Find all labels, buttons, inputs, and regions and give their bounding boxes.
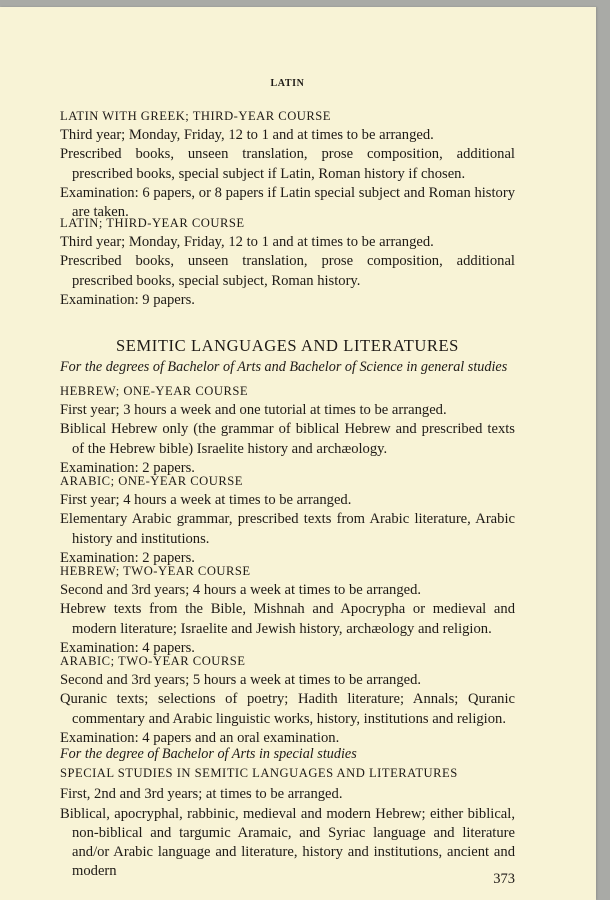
course-heading: HEBREW; ONE-YEAR COURSE [60, 384, 249, 398]
course-content: Quranic texts; selections of poetry; Hadith literature; Annals; Quranic commentary and Arabic linguistic works, history, institutions and religion. [60, 691, 515, 727]
degree-note: For the degree of Bachelor of Arts in special studies [60, 746, 357, 762]
page-number: 373 [493, 871, 515, 887]
semitic-section-header [60, 336, 515, 377]
course-schedule: First year; 4 hours a week at times to be arranged. [60, 492, 352, 509]
course-content: Prescribed books, unseen translation, prose composition, additional prescribed books, special subject if Latin, Roman history if chosen. [60, 146, 515, 182]
course-heading: LATIN WITH GREEK; THIRD-YEAR COURSE [60, 109, 331, 123]
document-page [0, 7, 596, 900]
course-examination: Examination: 6 papers, or 8 papers if Latin special subject and Roman history are taken. [60, 184, 515, 221]
section-title: SEMITIC LANGUAGES AND LITERATURES [116, 336, 459, 355]
course-heading: SPECIAL STUDIES IN SEMITIC LANGUAGES AND LITERATURES [60, 766, 458, 781]
course-arabic-one-year [60, 472, 515, 568]
course-arabic-two-year [60, 652, 515, 748]
course-special-studies [60, 745, 515, 881]
course-schedule: Third year; Monday, Friday, 12 to 1 and at times to be arranged. [60, 127, 434, 144]
course-examination: Examination: 2 papers. [60, 549, 195, 566]
course-hebrew-two-year [60, 562, 515, 658]
course-hebrew-one-year [60, 382, 515, 478]
course-latin-third-year [60, 214, 515, 310]
course-content: Hebrew texts from the Bible, Mishnah and Apocrypha or medieval and modern literature; Israelite and Jewish history, archæology and religion. [60, 601, 515, 637]
course-examination: Examination: 9 papers. [60, 291, 195, 308]
course-schedule: Second and 3rd years; 4 hours a week at times to be arranged. [60, 582, 422, 599]
course-schedule: First, 2nd and 3rd years; at times to be arranged. [60, 786, 343, 803]
course-content: Prescribed books, unseen translation, prose composition, additional prescribed books, special subject, Roman history. [60, 253, 515, 289]
course-examination: Examination: 4 papers. [60, 639, 195, 656]
course-examination: Examination: 4 papers and an oral examination. [60, 729, 340, 746]
running-head: LATIN [270, 78, 305, 89]
course-heading: ARABIC; ONE-YEAR COURSE [60, 474, 243, 488]
course-content: Biblical, apocryphal, rabbinic, medieval and modern Hebrew; either biblical, non-biblical and targumic Aramaic, and Syriac language and literature and/or Arabic language and literature, history and institutions, ancient and modern [60, 805, 515, 880]
course-schedule: First year; 3 hours a week and one tutorial at times to be arranged. [60, 402, 447, 419]
course-heading: LATIN; THIRD-YEAR COURSE [60, 216, 245, 230]
course-content: Elementary Arabic grammar, prescribed texts from Arabic literature, Arabic history and institutions. [60, 511, 515, 547]
course-schedule: Second and 3rd years; 5 hours a week at times to be arranged. [60, 672, 422, 689]
course-latin-with-greek [60, 107, 515, 222]
degree-note: For the degrees of Bachelor of Arts and Bachelor of Science in general studies [60, 359, 508, 376]
course-heading: ARABIC; TWO-YEAR COURSE [60, 654, 246, 668]
course-heading: HEBREW; TWO-YEAR COURSE [60, 564, 251, 578]
course-examination: Examination: 2 papers. [60, 459, 195, 476]
course-content: Biblical Hebrew only (the grammar of biblical Hebrew and prescribed texts of the Hebrew bible) Israelite history and archæology. [60, 421, 515, 457]
course-schedule: Third year; Monday, Friday, 12 to 1 and at times to be arranged. [60, 234, 434, 251]
